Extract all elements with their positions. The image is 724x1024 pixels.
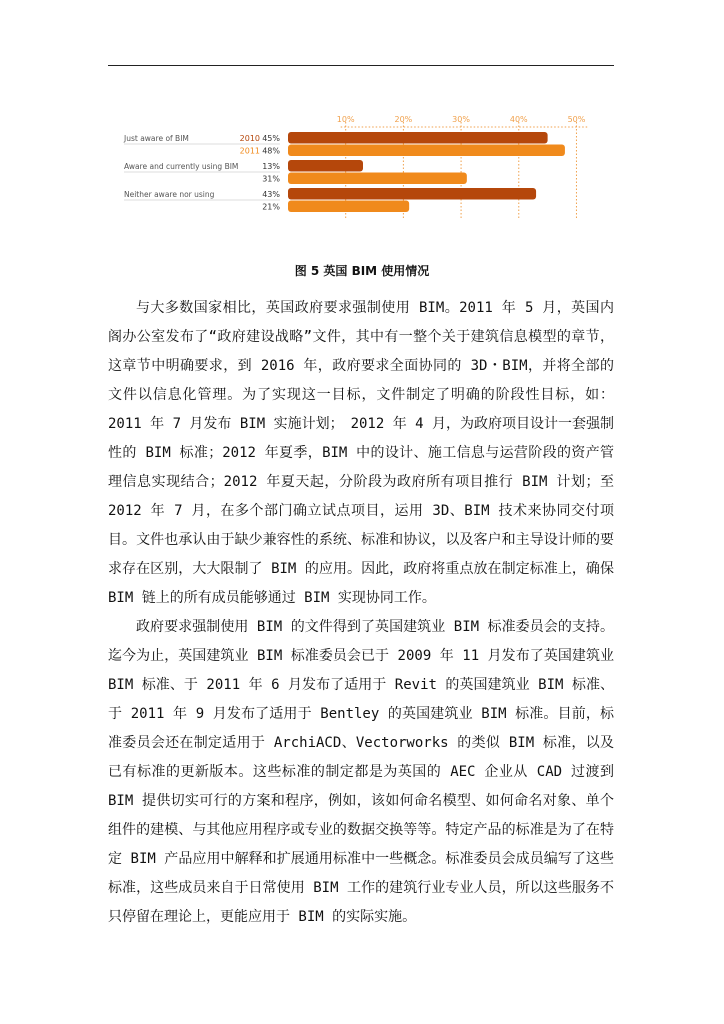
value-label: 21% <box>262 202 280 212</box>
row-layer <box>123 132 565 212</box>
category-label: Neither aware nor using <box>124 190 215 199</box>
year-label: 2010 <box>239 134 260 143</box>
value-label: 43% <box>262 190 280 199</box>
bim-usage-chart <box>120 108 600 228</box>
value-label: 48% <box>262 146 280 156</box>
category-label: Aware and currently using BIM <box>124 162 239 171</box>
paragraph-2: 政府要求强制使用 BIM 的文件得到了英国建筑业 BIM 标准委员会的支持。迄今为止，英国建筑业 BIM 标准委员会已于 2009 年 11 月发布了英国建筑业 BIM 标准、于 2011 年 6 月发布了适用于 Revit 的英国建筑业 BIM 标准、于 2011 年 9 月发布了适用于 Bentley 的英国建筑业 BIM 标准。目前，标准委员会还在制定适用于 ArchiACD、Vectorworks 的类似 BIM 标准，以及已有标准的更新版本。这些标准的制定都是为英国的 AEC 企业从 CAD 过渡到 BIM 提供切实可行的方案和程序，例如，该如何命名模型、如何命名对象、单个组件的建模、与其他应用程序或专业的数据交换等等。特定产品的标准是为了在特定 BIM 产品应用中解释和扩展通用标准中一些概念。标准委员会成员编写了这些标准，这些成员来自于日常使用 BIM 工作的建筑行业专业人员，所以这些服务不只停留在理论上，更能应用于 BIM 的实际实施。 <box>108 619 614 925</box>
value-label: 31% <box>262 174 280 184</box>
value-label: 45% <box>262 134 280 143</box>
year-label: 2011 <box>239 146 260 156</box>
body-text <box>108 294 614 932</box>
tick-label: 40% <box>509 115 528 124</box>
figure-caption: 图 5 英国 BIM 使用情况 <box>294 264 430 278</box>
bar-2010 <box>288 132 548 144</box>
tick-label: 20% <box>394 115 413 124</box>
value-label: 13% <box>262 162 280 171</box>
bar-2010 <box>288 188 536 200</box>
header-rule <box>108 65 614 66</box>
bar-2011 <box>288 173 467 185</box>
category-label: Just aware of BIM <box>124 134 189 143</box>
bar-2011 <box>288 145 565 157</box>
tick-label: 50% <box>567 115 586 124</box>
paragraph-1: 与大多数国家相比，英国政府要求强制使用 BIM。2011 年 5 月，英国内阁办公室发布了“政府建设战略”文件，其中有一整个关于建筑信息模型的章节，这章节中明确要求，到 2016 年，政府要求全面协同的 3D・BIM，并将全部的文件以信息化管理。为了实现这一目标，文件制定了明确的阶段性目标，如：2011 年 7 月发布 BIM 实施计划； 2012 年 4 月，为政府项目设计一套强制性的 BIM 标准；2012 年夏季，BIM 中的设计、施工信息与运营阶段的资产管理信息实现结合；2012 年夏天起，分阶段为政府所有项目推行 BIM 计划；至 2012 年 7 月，在多个部门确立试点项目，运用 3D、BIM 技术来协同交付项目。文件也承认由于缺少兼容性的系统、标准和协议，以及客户和主导设计师的要求存在区别，大大限制了 BIM 的应用。因此，政府将重点放在制定标准上，确保 BIM 链上的所有成员能够通过 BIM 实现协同工作。 <box>108 300 615 606</box>
bar-2010 <box>288 160 363 172</box>
bar-2011 <box>288 201 409 213</box>
tick-layer <box>337 115 586 124</box>
tick-label: 30% <box>452 115 470 124</box>
tick-label: 10% <box>336 115 355 124</box>
